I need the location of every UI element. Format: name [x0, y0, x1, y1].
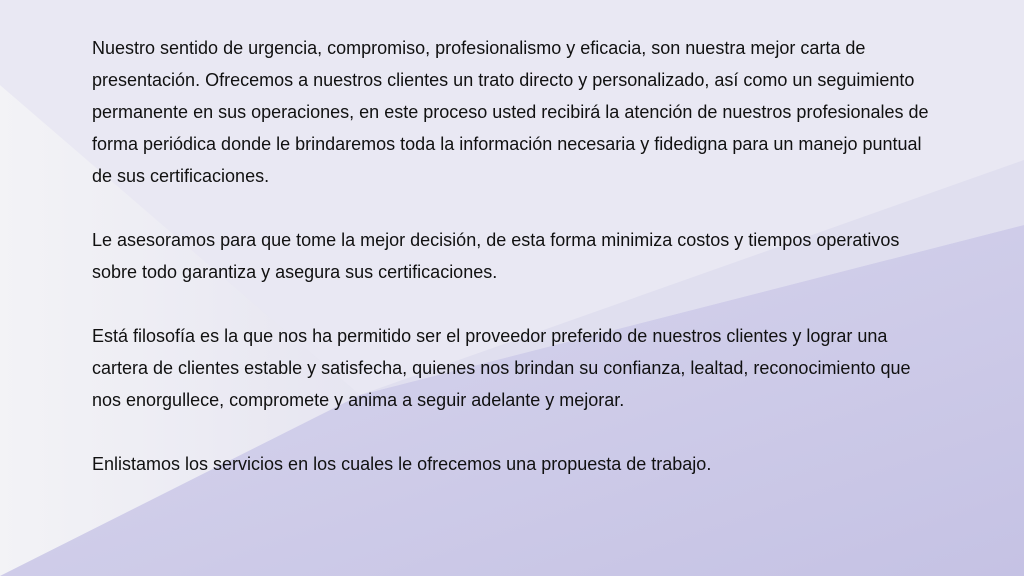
paragraph-services: Enlistamos los servicios en los cuales le ofrecemos una propuesta de trabajo. — [92, 454, 712, 474]
text-content — [92, 32, 940, 480]
paragraph-philosophy: Está filosofía es la que nos ha permitido ser el proveedor preferido de nuestros clientes y lograr una cartera de clientes estable y satisfecha, quienes nos brindan su confianza, lealtad, reconocimiento que nos enorgullece, compromete y anima a seguir adelante y mejorar. — [92, 326, 911, 410]
paragraph-advice: Le asesoramos para que tome la mejor decisión, de esta forma minimiza costos y tiempos operativos sobre todo garantiza y asegura sus certificaciones. — [92, 230, 900, 282]
paragraph-intro: Nuestro sentido de urgencia, compromiso, profesionalismo y eficacia, son nuestra mejor carta de presentación. Ofrecemos a nuestros clientes un trato directo y personalizado, así como un seguimiento permanente en sus operaciones, en este proceso usted recibirá la atención de nuestros profesionales de forma periódica donde le brindaremos toda la información necesaria y fidedigna para un manejo puntual de sus certificaciones. — [92, 38, 929, 186]
